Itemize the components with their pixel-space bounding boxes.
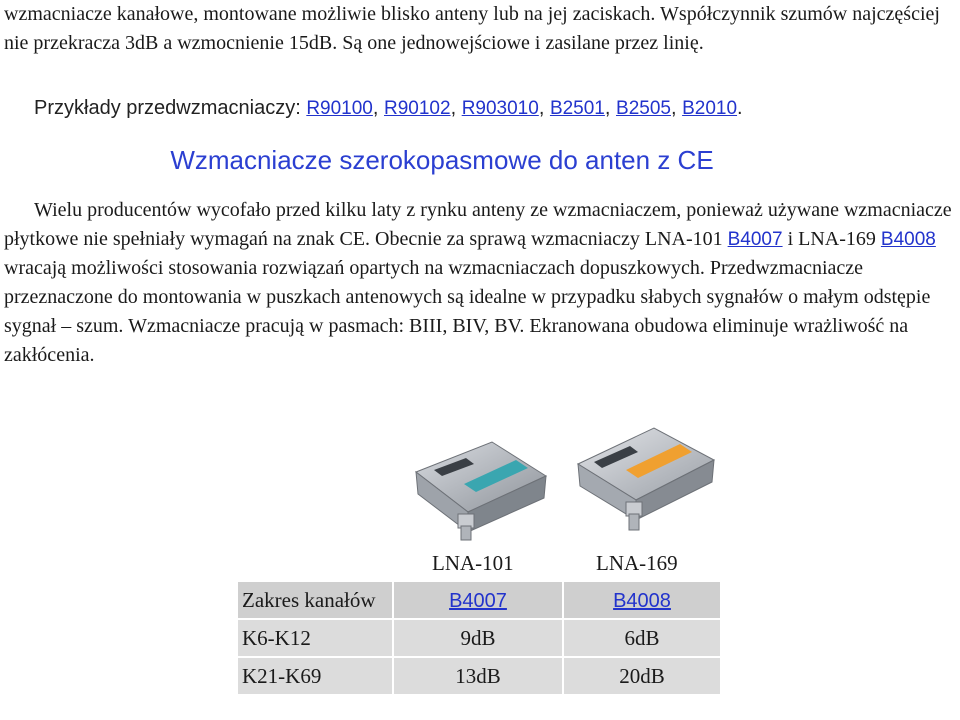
table-cell: 9dB [393, 619, 563, 657]
table-link-b4007[interactable]: B4007 [449, 589, 507, 612]
examples-line: Przykłady przedwzmacniaczy: R90100, R90102, R903010, B2501, B2505, B2010. [34, 97, 743, 119]
examples-prefix: Przykłady przedwzmacniaczy: [34, 97, 301, 119]
table-cell: K6-K12 [237, 619, 393, 657]
link-b2505[interactable]: B2505 [616, 98, 671, 119]
section-paragraph: Wielu producentów wycofało przed kilku laty z rynku anteny ze wzmacniaczem, ponieważ używane wzmacniacze płytkowe nie spełniały wymagań na znak CE. Obecnie za sprawą wzmacniaczy LNA-101 B4007 i LNA-169 B4008 wracają możliwości stosowania rozwiązań opartych na wzmacniaczach dopuszkowych. Przedwzmacniacze przeznaczone do montowania w puszkach antenowych są idealne w przypadku słabych sygnałów o małym odstępie sygnał – szum. Wzmacniacze pracują w pasmach: BIII, BIV, BV. Ekranowana obudowa eliminuje wrażliwość na zakłócenia. [4, 199, 952, 366]
lna-101-product-image [404, 436, 554, 546]
table-row [237, 581, 721, 619]
link-b2010[interactable]: B2010 [682, 98, 738, 119]
table-cell: 13dB [393, 657, 563, 695]
lna-169-product-image [570, 420, 720, 540]
intro-paragraph: wzmacniacze kanałowe, montowane możliwie blisko anteny lub na jej zaciskach. Współczynnik szumów najczęściej nie przekracza 3dB a wzmocnienie 15dB. Są one jednowejściowe i zasilane przez linię. [4, 3, 940, 54]
gain-table [236, 580, 722, 696]
lna-101-caption: LNA-101 [432, 551, 514, 575]
section-heading: Wzmacniacze szerokopasmowe do anten z CE [170, 145, 714, 175]
table-link-b4008[interactable]: B4008 [613, 589, 671, 612]
table-cell: 6dB [563, 619, 721, 657]
link-b4008[interactable]: B4008 [880, 229, 936, 250]
table-row [237, 657, 721, 695]
link-b2501[interactable]: B2501 [549, 98, 605, 119]
link-r90102[interactable]: R90102 [384, 98, 451, 119]
link-r903010[interactable]: R903010 [461, 98, 539, 119]
link-b4007[interactable]: B4007 [727, 229, 783, 250]
table-cell: Zakres kanałów [237, 581, 393, 619]
table-cell: K21-K69 [237, 657, 393, 695]
link-r90100[interactable]: R90100 [306, 98, 373, 119]
table-cell [393, 581, 563, 619]
lna-169-caption: LNA-169 [596, 551, 678, 575]
table-cell [563, 581, 721, 619]
table-cell: 20dB [563, 657, 721, 695]
table-row [237, 619, 721, 657]
